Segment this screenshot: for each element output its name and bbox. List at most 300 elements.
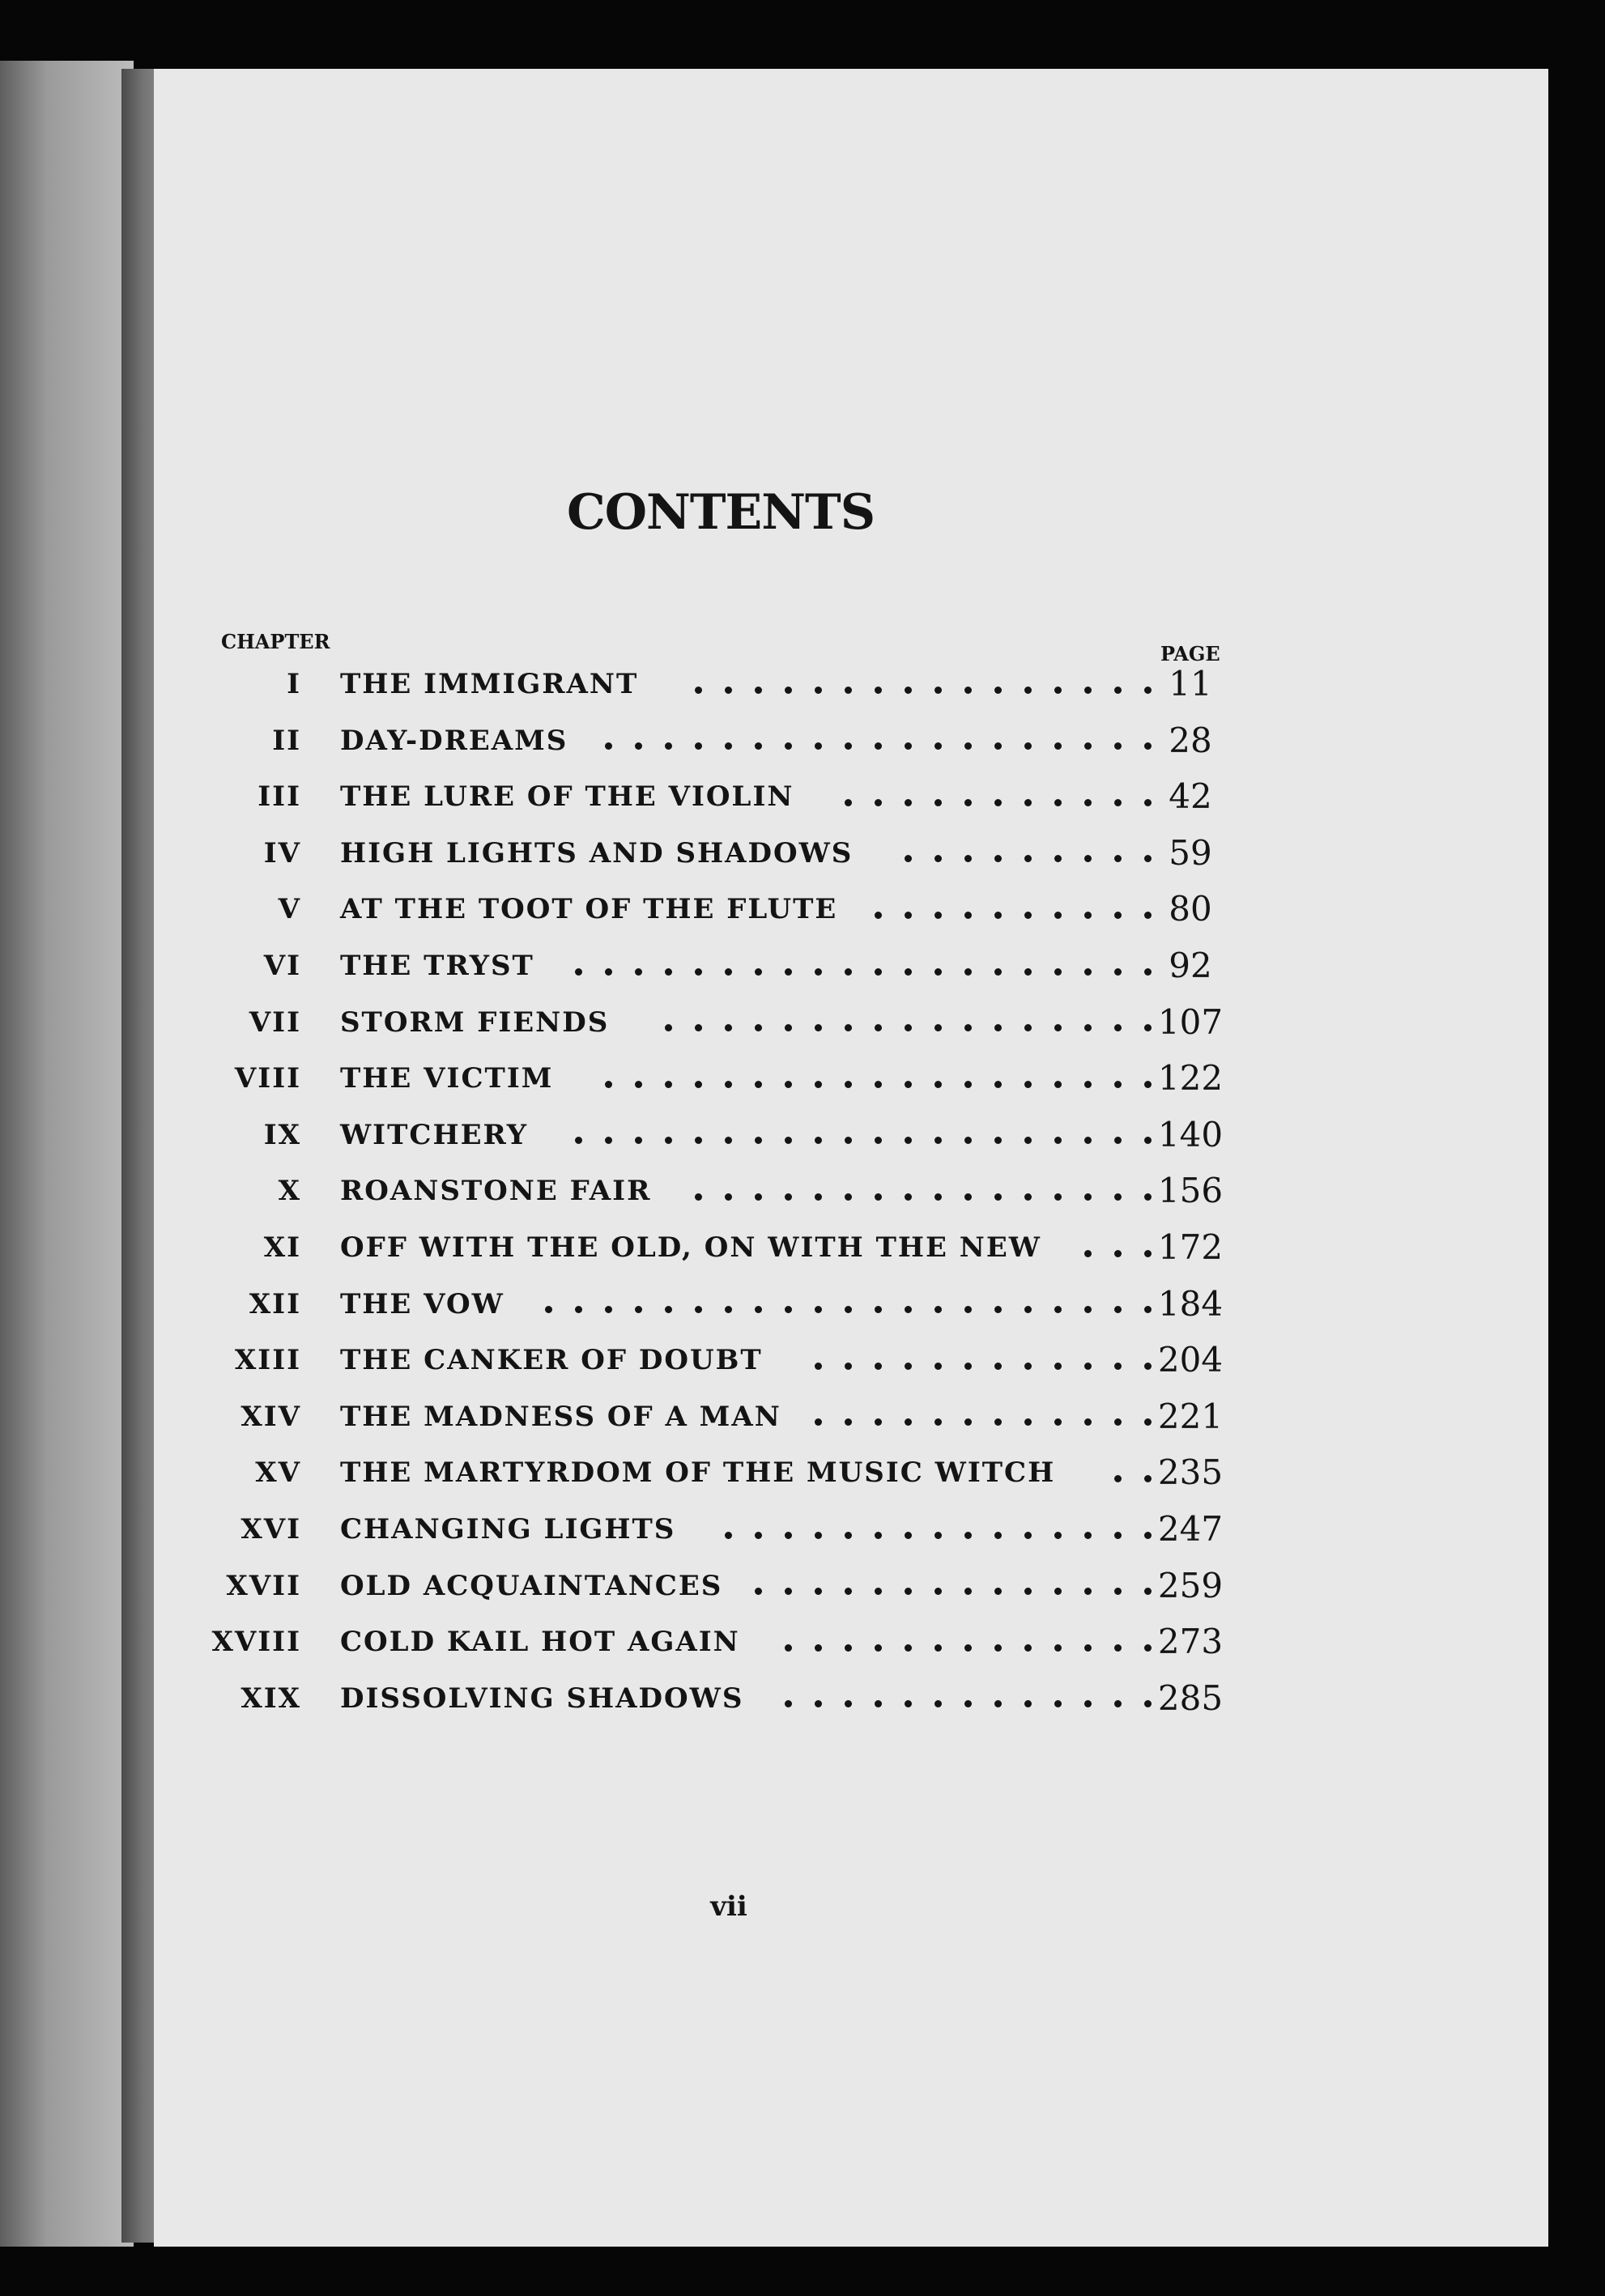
leader-dot [755,742,762,750]
chapter-number: II [272,724,301,757]
leader-dot [994,1532,1002,1539]
chapter-column-label: CHAPTER [221,630,330,653]
leader-dot [1054,1024,1062,1031]
leader-dot [1084,1081,1092,1088]
leader-dot [964,1081,972,1088]
leader-dot [815,1588,822,1595]
leader-dot [934,742,942,750]
chapter-number: VII [249,1006,301,1039]
leader-dot [994,912,1002,919]
leader-dot [635,968,642,976]
chapter-number: XIV [241,1400,301,1433]
leader-dot [964,799,972,806]
leader-dot [964,1644,972,1652]
leader-dot [875,1193,882,1201]
leader-dot [785,1193,792,1201]
dot-leader [582,1054,1152,1103]
contents-entry [0,1505,1605,1554]
page-column-label: PAGE [1160,642,1220,665]
leader-dot [1114,912,1122,919]
leader-dot [875,1532,882,1539]
leader-dot [934,1644,942,1652]
leader-dot [934,1588,942,1595]
chapter-title: THE MADNESS OF A MAN [340,1400,781,1433]
leader-dot [1054,799,1062,806]
page-number: 28 [1169,720,1212,760]
leader-dot [905,1024,912,1031]
leader-dot [964,912,972,919]
leader-dot [875,1306,882,1313]
leader-dot [1024,1137,1032,1144]
leader-dot [964,1588,972,1595]
leader-dot [665,1306,672,1313]
chapter-number: XVIII [211,1626,301,1659]
contents-entry [0,1562,1605,1610]
leader-dot [875,1418,882,1426]
leader-dot [934,968,942,976]
contents-entry [0,716,1605,765]
leader-dot [575,1306,582,1313]
leader-dot [1144,855,1152,862]
leader-dot [875,1700,882,1707]
leader-dot [1144,1081,1152,1088]
leader-dot [905,1193,912,1201]
leader-dot [1114,1024,1122,1031]
leader-dot [575,1137,582,1144]
leader-dot [905,1418,912,1426]
leader-dot [875,1644,882,1652]
leader-dot [1144,1475,1152,1482]
leader-dot [725,1137,732,1144]
dot-leader [582,716,1152,765]
leader-dot [665,1137,672,1144]
leader-dot [875,687,882,694]
chapter-title: AT THE TOOT OF THE FLUTE [340,893,838,926]
chapter-title: THE MARTYRDOM OF THE MUSIC WITCH [340,1456,1056,1490]
leader-dot [1024,1306,1032,1313]
leader-dot [1114,1081,1122,1088]
contents-entry [0,1448,1605,1497]
leader-dot [635,1137,642,1144]
leader-dot [725,1532,732,1539]
leader-dot [605,1081,612,1088]
leader-dot [1024,1081,1032,1088]
chapter-number: XV [255,1456,301,1490]
chapter-title: THE TRYST [340,950,534,982]
leader-dot [875,912,882,919]
leader-dot [755,1588,762,1595]
leader-dot [815,1644,822,1652]
page-number: 42 [1169,776,1212,817]
chapter-title: THE IMMIGRANT [340,668,639,700]
leader-dot [1054,742,1062,750]
chapter-number: XVII [226,1569,301,1602]
leader-dot [785,1644,792,1652]
leader-dot [994,1363,1002,1370]
leader-dot [1084,1193,1092,1201]
leader-dot [815,1137,822,1144]
chapter-number: XI [263,1231,301,1264]
leader-dot [755,968,762,976]
leader-dot [905,1588,912,1595]
leader-dot [1144,687,1152,694]
leader-dot [815,1024,822,1031]
leader-dot [845,742,852,750]
leader-dot [755,1306,762,1313]
chapter-number: VIII [234,1062,301,1095]
leader-dot [1054,1137,1062,1144]
leader-dot [845,968,852,976]
leader-dot [934,1193,942,1201]
leader-dot [1054,1081,1062,1088]
leader-dot [695,742,702,750]
leader-dot [905,912,912,919]
leader-dot [1114,855,1122,862]
leader-dot [1114,1418,1122,1426]
leader-dot [695,1024,702,1031]
leader-dot [934,1700,942,1707]
leader-dot [875,1137,882,1144]
leader-dot [695,968,702,976]
leader-dot [994,968,1002,976]
page-number: 285 [1157,1677,1224,1718]
leader-dot [725,1081,732,1088]
leader-dot [964,687,972,694]
chapter-title: WITCHERY [340,1118,528,1151]
leader-dot [1054,968,1062,976]
leader-dot [905,687,912,694]
leader-dot [755,1532,762,1539]
leader-dot [695,1081,702,1088]
chapter-number: IX [263,1118,301,1151]
leader-dot [815,1418,822,1426]
dot-leader [672,1167,1152,1215]
chapter-title: OFF WITH THE OLD, ON WITH THE NEW [340,1231,1041,1264]
leader-dot [815,687,822,694]
leader-dot [1084,1363,1092,1370]
leader-dot [725,742,732,750]
leader-dot [1144,1644,1152,1652]
contents-entry [0,1111,1605,1159]
page-number: 92 [1169,946,1212,985]
contents-entry [0,885,1605,933]
leader-dot [1144,1193,1152,1201]
leader-dot [934,1306,942,1313]
leader-dot [1054,1644,1062,1652]
contents-entry [0,1336,1605,1384]
leader-dot [905,1137,912,1144]
page-number: 259 [1157,1565,1224,1605]
leader-dot [934,1024,942,1031]
leader-dot [1024,968,1032,976]
leader-dot [1084,799,1092,806]
leader-dot [665,742,672,750]
leader-dot [875,1363,882,1370]
page-number: 140 [1157,1114,1224,1154]
page-number: 172 [1157,1227,1224,1267]
leader-dot [1084,912,1092,919]
leader-dot [994,687,1002,694]
leader-dot [994,1081,1002,1088]
leader-dot [1084,1137,1092,1144]
contents-entry [0,829,1605,878]
leader-dot [1144,912,1152,919]
leader-dot [755,1193,762,1201]
dot-leader [552,942,1152,990]
leader-dot [575,968,582,976]
leader-dot [725,687,732,694]
leader-dot [635,742,642,750]
leader-dot [845,1193,852,1201]
chapter-title: HIGH LIGHTS AND SHADOWS [340,836,854,870]
leader-dot [994,1306,1002,1313]
leader-dot [815,1532,822,1539]
leader-dot [1024,799,1032,806]
leader-dot [1054,1193,1062,1201]
leader-dot [635,1306,642,1313]
leader-dot [1084,1024,1092,1031]
chapter-number: XVI [241,1513,301,1546]
leader-dot [1054,1532,1062,1539]
leader-dot [1054,855,1062,862]
leader-dot [785,1588,792,1595]
leader-dot [785,687,792,694]
leader-dot [905,1700,912,1707]
leader-dot [1054,1306,1062,1313]
leader-dot [725,1306,732,1313]
leader-dot [905,1081,912,1088]
leader-dot [1144,1532,1152,1539]
chapter-number: XII [249,1287,301,1320]
page-number: 11 [1169,664,1212,704]
leader-dot [964,1700,972,1707]
leader-dot [1084,742,1092,750]
leader-dot [1114,1532,1122,1539]
leader-dot [785,1306,792,1313]
leader-dot [1144,1137,1152,1144]
page-number: 59 [1169,832,1212,873]
leader-dot [1054,912,1062,919]
leader-dot [845,1700,852,1707]
leader-dot [1114,1363,1122,1370]
leader-dot [905,742,912,750]
leader-dot [845,1024,852,1031]
dot-leader [732,1562,1152,1610]
leader-dot [1084,1588,1092,1595]
leader-dot [964,742,972,750]
dot-leader [1062,1223,1152,1272]
leader-dot [815,968,822,976]
leader-dot [1024,1532,1032,1539]
chapter-title: COLD KAIL HOT AGAIN [340,1626,740,1659]
leader-dot [1114,1700,1122,1707]
dot-leader [1092,1448,1152,1497]
leader-dot [1114,1644,1122,1652]
leader-dot [994,742,1002,750]
leader-dot [934,687,942,694]
leader-dot [605,742,612,750]
leader-dot [605,1306,612,1313]
leader-dot [994,1418,1002,1426]
leader-dot [545,1306,552,1313]
leader-dot [1144,1700,1152,1707]
leader-dot [994,1644,1002,1652]
leader-dot [1114,1250,1122,1257]
contents-entry [0,1223,1605,1272]
leader-dot [1084,1306,1092,1313]
leader-dot [1144,1588,1152,1595]
contents-entry [0,1054,1605,1103]
leader-dot [725,1024,732,1031]
leader-dot [785,742,792,750]
leader-dot [785,1700,792,1707]
dot-leader [852,885,1152,933]
leader-dot [1084,1418,1092,1426]
leader-dot [994,1137,1002,1144]
dot-leader [762,1618,1152,1666]
leader-dot [635,1081,642,1088]
leader-dot [1084,1532,1092,1539]
leader-dot [994,855,1002,862]
dot-leader [522,1280,1152,1329]
leader-dot [1114,1137,1122,1144]
page-number: 107 [1157,1001,1224,1042]
leader-dot [785,1081,792,1088]
leader-dot [1024,1363,1032,1370]
leader-dot [665,968,672,976]
leader-dot [815,1193,822,1201]
leader-dot [1114,1306,1122,1313]
dot-leader [552,1111,1152,1159]
leader-dot [964,1024,972,1031]
leader-dot [1084,1700,1092,1707]
chapter-number: IV [263,836,301,870]
leader-dot [1024,1700,1032,1707]
leader-dot [1084,1250,1092,1257]
leader-dot [1054,1363,1062,1370]
leader-dot [875,968,882,976]
leader-dot [845,1137,852,1144]
leader-dot [815,1363,822,1370]
leader-dot [934,1363,942,1370]
leader-dot [845,799,852,806]
leader-dot [785,1024,792,1031]
leader-dot [1114,799,1122,806]
leader-dot [755,687,762,694]
leader-dot [875,742,882,750]
leader-dot [1144,742,1152,750]
leader-dot [845,687,852,694]
leader-dot [934,1137,942,1144]
contents-entry [0,660,1605,708]
leader-dot [1024,855,1032,862]
page-number: 122 [1157,1058,1224,1099]
leader-dot [1114,968,1122,976]
leader-dot [725,1193,732,1201]
leader-dot [1114,1475,1122,1482]
leader-dot [785,1532,792,1539]
leader-dot [1084,968,1092,976]
leader-dot [695,1306,702,1313]
leader-dot [964,1193,972,1201]
leader-dot [665,1024,672,1031]
leader-dot [1024,1193,1032,1201]
leader-dot [964,1306,972,1313]
page-number: 204 [1157,1340,1224,1380]
leader-dot [1024,1588,1032,1595]
leader-dot [1024,1644,1032,1652]
leader-dot [905,855,912,862]
leader-dot [905,799,912,806]
contents-entry [0,942,1605,990]
dot-leader [762,1674,1152,1723]
leader-dot [905,1306,912,1313]
leader-dot [815,742,822,750]
chapter-title: CHANGING LIGHTS [340,1513,676,1546]
leader-dot [1144,1418,1152,1426]
leader-dot [905,1532,912,1539]
leader-dot [934,1081,942,1088]
page-number: 80 [1169,889,1212,929]
leader-dot [1024,687,1032,694]
dot-leader [702,1505,1152,1554]
leader-dot [1144,1250,1152,1257]
chapter-number: X [278,1175,301,1208]
leader-dot [1114,742,1122,750]
contents-entry [0,1280,1605,1329]
dot-leader [792,1392,1152,1441]
contents-entry [0,1618,1605,1666]
chapter-title: STORM FIENDS [340,1006,610,1039]
leader-dot [1084,687,1092,694]
leader-dot [964,1532,972,1539]
leader-dot [815,1306,822,1313]
leader-dot [845,1588,852,1595]
chapter-title: DAY-DREAMS [340,724,568,757]
leader-dot [875,1024,882,1031]
dot-leader [792,1336,1152,1384]
chapter-title: OLD ACQUAINTANCES [340,1569,723,1602]
leader-dot [1024,1024,1032,1031]
leader-dot [1144,968,1152,976]
page-number: 184 [1157,1283,1224,1324]
leader-dot [695,1193,702,1201]
leader-dot [1144,1306,1152,1313]
leader-dot [964,855,972,862]
chapter-number: V [278,893,301,926]
leader-dot [785,1137,792,1144]
leader-dot [994,1700,1002,1707]
dot-leader [642,998,1152,1047]
leader-dot [875,1081,882,1088]
page-number: 273 [1157,1622,1224,1662]
chapter-title: THE CANKER OF DOUBT [340,1344,763,1377]
chapter-title: THE VOW [340,1287,504,1320]
leader-dot [1114,1588,1122,1595]
leader-dot [845,1081,852,1088]
page-number: 235 [1157,1452,1224,1493]
leader-dot [1144,1024,1152,1031]
leader-dot [1024,1418,1032,1426]
leader-dot [994,1024,1002,1031]
chapter-number: XIX [241,1682,301,1715]
page-number: 247 [1157,1509,1224,1549]
contents-entry [0,998,1605,1047]
leader-dot [1024,912,1032,919]
chapter-number: VI [263,950,301,982]
leader-dot [845,1363,852,1370]
leader-dot [964,968,972,976]
